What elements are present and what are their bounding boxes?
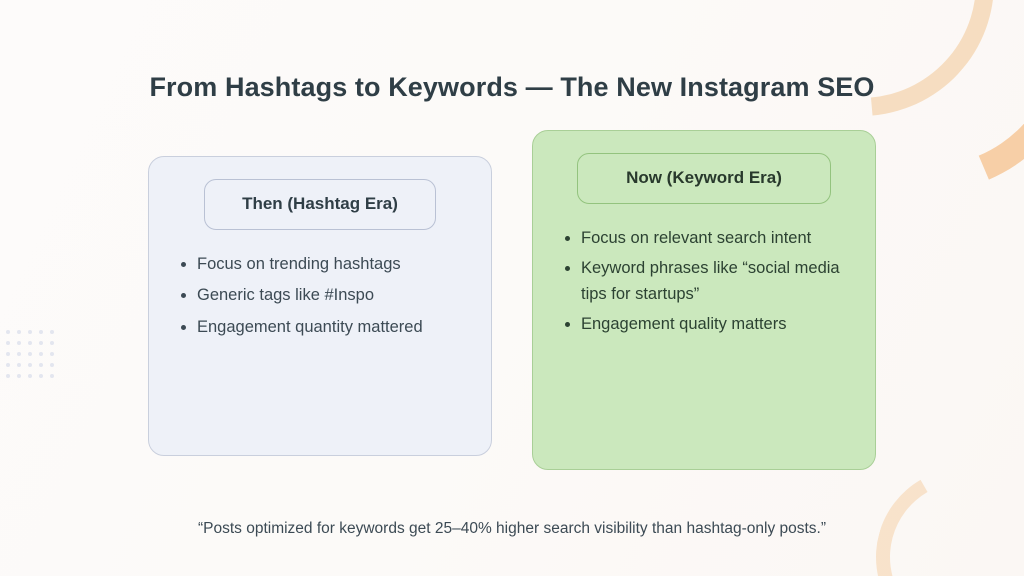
comparison-columns <box>112 130 912 475</box>
card-now-bullet-list <box>559 226 849 338</box>
list-item: • Engagement quality matters <box>581 312 849 338</box>
card-now-header: Now (Keyword Era) <box>577 153 831 204</box>
card-then-header: Then (Hashtag Era) <box>204 179 436 230</box>
card-then <box>148 156 492 456</box>
dot-grid-decoration-icon <box>6 330 61 385</box>
footnote-quote: “Posts optimized for keywords get 25–40% higher search visibility than hashtag-only posts.” <box>197 520 827 537</box>
list-item: • Engagement quantity mattered <box>197 315 465 341</box>
card-now <box>532 130 876 470</box>
list-item: • Focus on trending hashtags <box>197 252 465 278</box>
page-title: From Hashtags to Keywords — The New Instagram SEO <box>149 72 875 103</box>
card-then-bullet-list <box>175 252 465 341</box>
list-item: • Keyword phrases like “social media tips for startups” <box>581 256 849 307</box>
list-item: • Focus on relevant search intent <box>581 226 849 252</box>
list-item: • Generic tags like #Inspo <box>197 283 465 309</box>
